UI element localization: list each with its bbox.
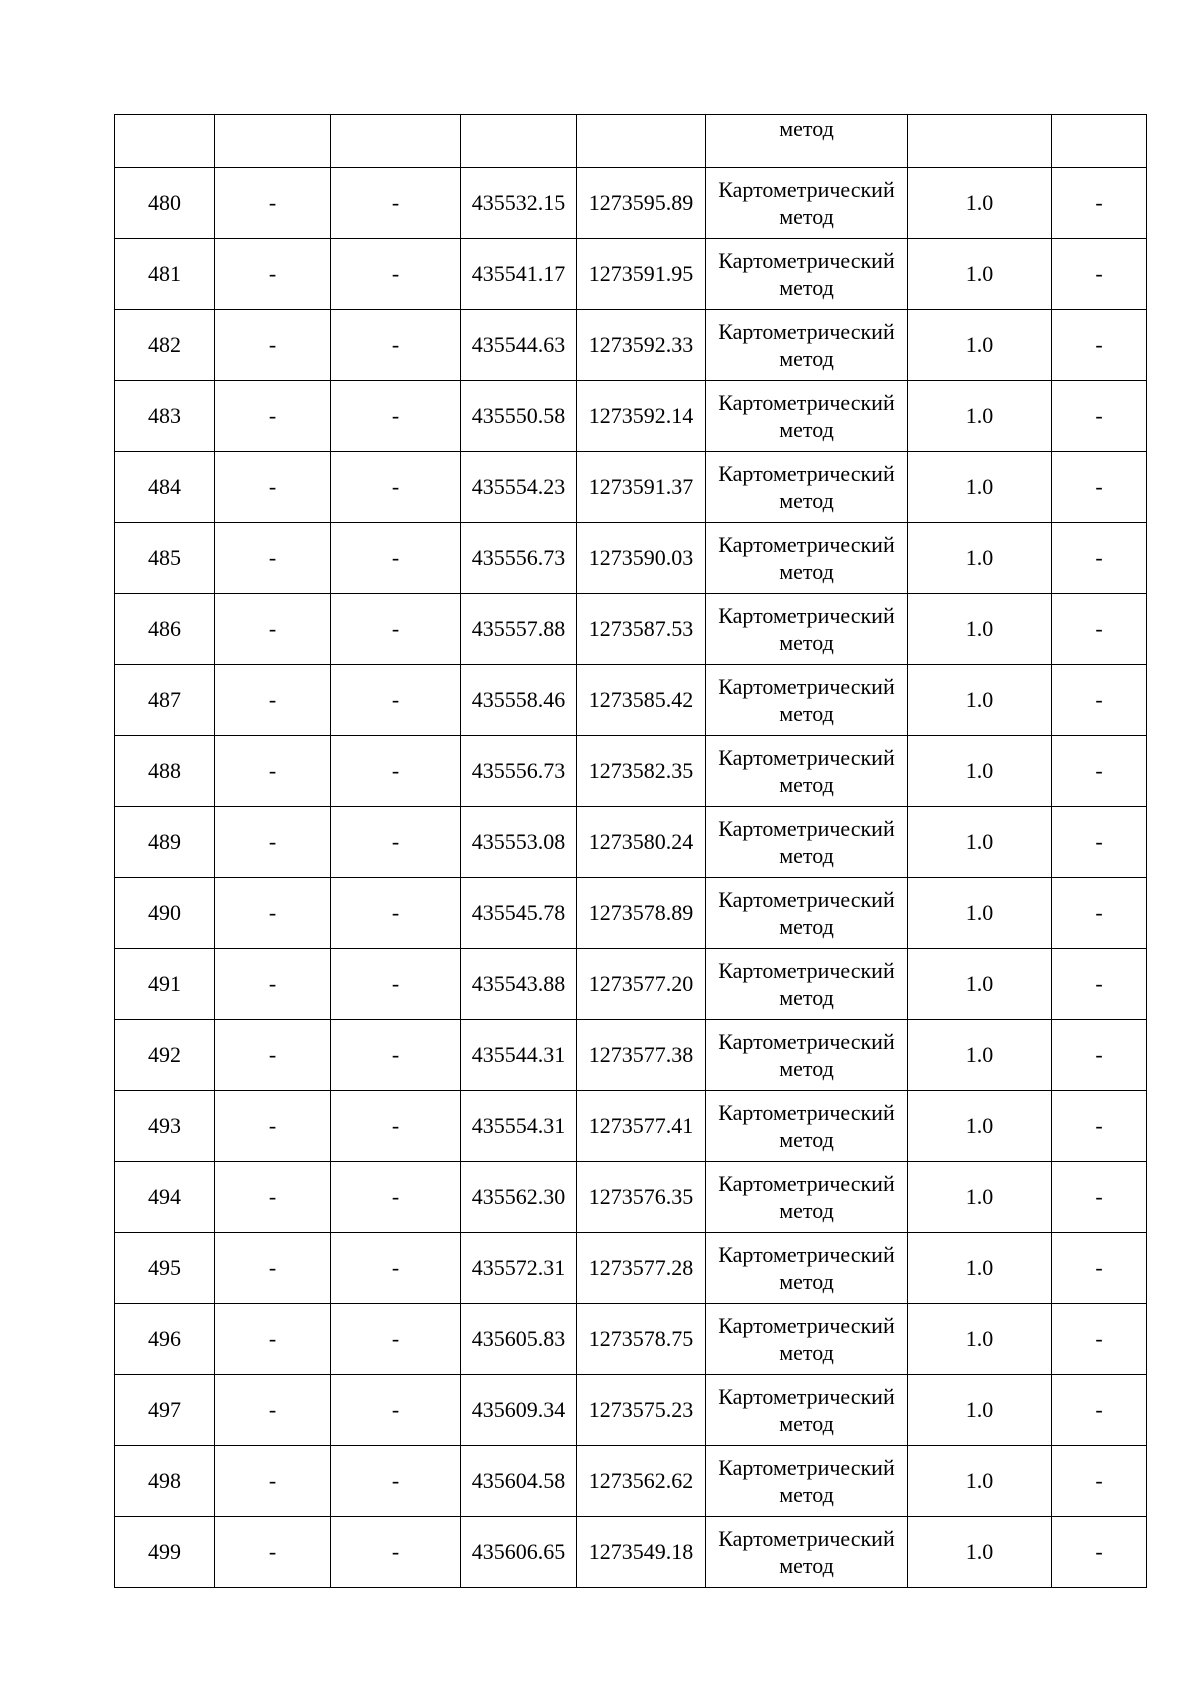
cell-col8: - <box>1052 1375 1147 1446</box>
cell-y: 1273592.14 <box>577 381 706 452</box>
method-line-1: Картометрический <box>718 390 895 415</box>
table-row <box>115 878 1147 949</box>
table-row <box>115 1446 1147 1517</box>
cell-accuracy: 1.0 <box>908 168 1052 239</box>
cell-col2: - <box>215 594 331 665</box>
method-line-2: метод <box>779 204 834 229</box>
cell-col8: - <box>1052 1162 1147 1233</box>
table-row <box>115 1020 1147 1091</box>
cell-method <box>706 1020 908 1091</box>
table-row <box>115 594 1147 665</box>
cell-accuracy: 1.0 <box>908 1517 1052 1588</box>
method-line-2: метод <box>779 985 834 1010</box>
cell-x: 435572.31 <box>461 1233 577 1304</box>
cell-y: 1273580.24 <box>577 807 706 878</box>
cell-col2: - <box>215 1375 331 1446</box>
cell-x: 435554.31 <box>461 1091 577 1162</box>
method-line-2: метод <box>779 1127 834 1152</box>
cell-accuracy: 1.0 <box>908 878 1052 949</box>
method-line-2: метод <box>779 1269 834 1294</box>
cell-point-number <box>115 115 215 168</box>
method-line-1: Картометрический <box>718 1384 895 1409</box>
cell-col8: - <box>1052 736 1147 807</box>
cell-col8: - <box>1052 1517 1147 1588</box>
cell-y <box>577 115 706 168</box>
cell-col8: - <box>1052 1233 1147 1304</box>
cell-method <box>706 115 908 168</box>
cell-accuracy: 1.0 <box>908 1091 1052 1162</box>
cell-col8: - <box>1052 1091 1147 1162</box>
cell-y: 1273577.41 <box>577 1091 706 1162</box>
method-line-1: Картометрический <box>718 532 895 557</box>
cell-y: 1273578.89 <box>577 878 706 949</box>
table-body <box>115 115 1147 1588</box>
method-line-1: Картометрический <box>718 887 895 912</box>
cell-col3: - <box>331 1020 461 1091</box>
cell-method <box>706 1446 908 1517</box>
cell-point-number: 496 <box>115 1304 215 1375</box>
cell-col3: - <box>331 807 461 878</box>
table-row <box>115 239 1147 310</box>
cell-accuracy: 1.0 <box>908 736 1052 807</box>
cell-point-number: 486 <box>115 594 215 665</box>
cell-col3: - <box>331 594 461 665</box>
cell-point-number: 487 <box>115 665 215 736</box>
cell-x: 435609.34 <box>461 1375 577 1446</box>
cell-y: 1273549.18 <box>577 1517 706 1588</box>
cell-col3 <box>331 115 461 168</box>
cell-accuracy: 1.0 <box>908 1375 1052 1446</box>
method-line-1: Картометрический <box>718 674 895 699</box>
cell-x: 435556.73 <box>461 736 577 807</box>
cell-point-number: 489 <box>115 807 215 878</box>
table-row <box>115 523 1147 594</box>
cell-x: 435604.58 <box>461 1446 577 1517</box>
cell-x: 435553.08 <box>461 807 577 878</box>
cell-point-number: 485 <box>115 523 215 594</box>
cell-point-number: 497 <box>115 1375 215 1446</box>
cell-method <box>706 310 908 381</box>
cell-x: 435543.88 <box>461 949 577 1020</box>
cell-col2: - <box>215 1304 331 1375</box>
method-line-1: Картометрический <box>718 1526 895 1551</box>
cell-accuracy: 1.0 <box>908 239 1052 310</box>
cell-point-number: 480 <box>115 168 215 239</box>
table-row <box>115 452 1147 523</box>
table-row <box>115 736 1147 807</box>
table-row <box>115 665 1147 736</box>
cell-x: 435541.17 <box>461 239 577 310</box>
cell-x: 435532.15 <box>461 168 577 239</box>
method-line-1: Картометрический <box>718 177 895 202</box>
method-line-2: метод <box>779 1198 834 1223</box>
method-line-2: метод <box>779 1056 834 1081</box>
cell-col2: - <box>215 1517 331 1588</box>
cell-col3: - <box>331 310 461 381</box>
cell-y: 1273592.33 <box>577 310 706 381</box>
cell-accuracy: 1.0 <box>908 949 1052 1020</box>
method-line-1: Картометрический <box>718 816 895 841</box>
cell-point-number: 484 <box>115 452 215 523</box>
cell-col8: - <box>1052 1446 1147 1517</box>
cell-col2: - <box>215 452 331 523</box>
table-row <box>115 168 1147 239</box>
cell-method <box>706 736 908 807</box>
cell-col8: - <box>1052 168 1147 239</box>
cell-col3: - <box>331 381 461 452</box>
cell-method <box>706 168 908 239</box>
method-line-1: Картометрический <box>718 1171 895 1196</box>
cell-accuracy: 1.0 <box>908 1020 1052 1091</box>
cell-col8 <box>1052 115 1147 168</box>
cell-col2: - <box>215 1091 331 1162</box>
cell-accuracy: 1.0 <box>908 452 1052 523</box>
cell-col8: - <box>1052 807 1147 878</box>
cell-method <box>706 381 908 452</box>
method-line-2: метод <box>779 701 834 726</box>
cell-col8: - <box>1052 239 1147 310</box>
cell-accuracy <box>908 115 1052 168</box>
cell-y: 1273577.28 <box>577 1233 706 1304</box>
cell-col2: - <box>215 168 331 239</box>
cell-point-number: 482 <box>115 310 215 381</box>
cell-col2: - <box>215 1162 331 1233</box>
cell-accuracy: 1.0 <box>908 594 1052 665</box>
cell-col2: - <box>215 665 331 736</box>
cell-col3: - <box>331 878 461 949</box>
cell-method <box>706 949 908 1020</box>
method-line-1: Картометрический <box>718 1029 895 1054</box>
cell-accuracy: 1.0 <box>908 807 1052 878</box>
cell-point-number: 488 <box>115 736 215 807</box>
cell-y: 1273590.03 <box>577 523 706 594</box>
cell-col3: - <box>331 1517 461 1588</box>
cell-accuracy: 1.0 <box>908 1162 1052 1233</box>
cell-col8: - <box>1052 594 1147 665</box>
cell-accuracy: 1.0 <box>908 310 1052 381</box>
cell-col8: - <box>1052 665 1147 736</box>
cell-col8: - <box>1052 878 1147 949</box>
cell-point-number: 493 <box>115 1091 215 1162</box>
cell-method <box>706 1375 908 1446</box>
method-line-2: метод <box>779 630 834 655</box>
method-line-2: метод <box>779 772 834 797</box>
method-line-1: Картометрический <box>718 1100 895 1125</box>
cell-accuracy: 1.0 <box>908 523 1052 594</box>
cell-y: 1273585.42 <box>577 665 706 736</box>
cell-col3: - <box>331 736 461 807</box>
cell-point-number: 495 <box>115 1233 215 1304</box>
method-line-1: Картометрический <box>718 1242 895 1267</box>
cell-col3: - <box>331 1446 461 1517</box>
cell-col2: - <box>215 736 331 807</box>
cell-col3: - <box>331 1162 461 1233</box>
cell-x: 435558.46 <box>461 665 577 736</box>
cell-col8: - <box>1052 949 1147 1020</box>
cell-point-number: 490 <box>115 878 215 949</box>
table-row <box>115 807 1147 878</box>
table-row <box>115 1233 1147 1304</box>
method-line-2: метод <box>779 1411 834 1436</box>
cell-y: 1273587.53 <box>577 594 706 665</box>
table-row <box>115 1517 1147 1588</box>
table-row <box>115 1162 1147 1233</box>
cell-method <box>706 665 908 736</box>
method-line-1: Картометрический <box>718 461 895 486</box>
cell-x: 435544.63 <box>461 310 577 381</box>
method-line-2: метод <box>779 843 834 868</box>
cell-accuracy: 1.0 <box>908 1446 1052 1517</box>
cell-y: 1273591.37 <box>577 452 706 523</box>
cell-x: 435557.88 <box>461 594 577 665</box>
method-line-1: Картометрический <box>718 603 895 628</box>
method-line-1: Картометрический <box>718 319 895 344</box>
coordinates-table <box>114 114 1147 1588</box>
cell-y: 1273575.23 <box>577 1375 706 1446</box>
cell-col3: - <box>331 239 461 310</box>
cell-x: 435545.78 <box>461 878 577 949</box>
method-line-2: метод <box>779 1340 834 1365</box>
method-line-2: метод <box>779 275 834 300</box>
cell-col8: - <box>1052 523 1147 594</box>
method-line-1: Картометрический <box>718 745 895 770</box>
cell-method <box>706 1162 908 1233</box>
cell-col2: - <box>215 523 331 594</box>
cell-method <box>706 523 908 594</box>
cell-y: 1273578.75 <box>577 1304 706 1375</box>
cell-col3: - <box>331 665 461 736</box>
cell-col8: - <box>1052 1020 1147 1091</box>
cell-method <box>706 239 908 310</box>
cell-col3: - <box>331 1233 461 1304</box>
method-line-2: метод <box>779 559 834 584</box>
cell-point-number: 483 <box>115 381 215 452</box>
cell-accuracy: 1.0 <box>908 665 1052 736</box>
cell-point-number: 498 <box>115 1446 215 1517</box>
cell-x: 435606.65 <box>461 1517 577 1588</box>
cell-x: 435544.31 <box>461 1020 577 1091</box>
cell-col3: - <box>331 1304 461 1375</box>
cell-y: 1273595.89 <box>577 168 706 239</box>
method-word: метод <box>779 116 834 141</box>
cell-col3: - <box>331 523 461 594</box>
cell-col3: - <box>331 452 461 523</box>
cell-col2: - <box>215 949 331 1020</box>
method-line-2: метод <box>779 417 834 442</box>
cell-col2: - <box>215 878 331 949</box>
cell-x: 435554.23 <box>461 452 577 523</box>
cell-point-number: 481 <box>115 239 215 310</box>
cell-col3: - <box>331 1091 461 1162</box>
method-line-1: Картометрический <box>718 248 895 273</box>
cell-x: 435605.83 <box>461 1304 577 1375</box>
method-line-1: Картометрический <box>718 1313 895 1338</box>
cell-point-number: 499 <box>115 1517 215 1588</box>
cell-y: 1273582.35 <box>577 736 706 807</box>
cell-method <box>706 1517 908 1588</box>
cell-accuracy: 1.0 <box>908 381 1052 452</box>
method-line-2: метод <box>779 346 834 371</box>
cell-col8: - <box>1052 1304 1147 1375</box>
cell-y: 1273591.95 <box>577 239 706 310</box>
cell-col2: - <box>215 1233 331 1304</box>
cell-col2: - <box>215 381 331 452</box>
table-row-continued <box>115 115 1147 168</box>
cell-y: 1273577.20 <box>577 949 706 1020</box>
cell-col2: - <box>215 1020 331 1091</box>
cell-col2: - <box>215 807 331 878</box>
table-row <box>115 1091 1147 1162</box>
cell-y: 1273577.38 <box>577 1020 706 1091</box>
cell-x: 435550.58 <box>461 381 577 452</box>
method-line-1: Картометрический <box>718 1455 895 1480</box>
cell-method <box>706 1091 908 1162</box>
cell-method <box>706 1304 908 1375</box>
method-line-2: метод <box>779 1553 834 1578</box>
cell-method <box>706 594 908 665</box>
cell-accuracy: 1.0 <box>908 1304 1052 1375</box>
table-row <box>115 1375 1147 1446</box>
method-line-2: метод <box>779 1482 834 1507</box>
cell-point-number: 492 <box>115 1020 215 1091</box>
cell-col8: - <box>1052 452 1147 523</box>
cell-col2: - <box>215 1446 331 1517</box>
cell-col8: - <box>1052 381 1147 452</box>
table-row <box>115 310 1147 381</box>
cell-col2 <box>215 115 331 168</box>
cell-point-number: 491 <box>115 949 215 1020</box>
table-row <box>115 949 1147 1020</box>
cell-x: 435562.30 <box>461 1162 577 1233</box>
table-row <box>115 1304 1147 1375</box>
table-row <box>115 381 1147 452</box>
cell-col8: - <box>1052 310 1147 381</box>
cell-y: 1273576.35 <box>577 1162 706 1233</box>
cell-col2: - <box>215 310 331 381</box>
cell-accuracy: 1.0 <box>908 1233 1052 1304</box>
method-line-2: метод <box>779 914 834 939</box>
cell-x <box>461 115 577 168</box>
method-line-1: Картометрический <box>718 958 895 983</box>
cell-col2: - <box>215 239 331 310</box>
cell-method <box>706 452 908 523</box>
cell-method <box>706 878 908 949</box>
method-line-2: метод <box>779 488 834 513</box>
cell-method <box>706 1233 908 1304</box>
cell-method <box>706 807 908 878</box>
cell-col3: - <box>331 168 461 239</box>
cell-col3: - <box>331 1375 461 1446</box>
cell-x: 435556.73 <box>461 523 577 594</box>
cell-y: 1273562.62 <box>577 1446 706 1517</box>
cell-col3: - <box>331 949 461 1020</box>
cell-point-number: 494 <box>115 1162 215 1233</box>
